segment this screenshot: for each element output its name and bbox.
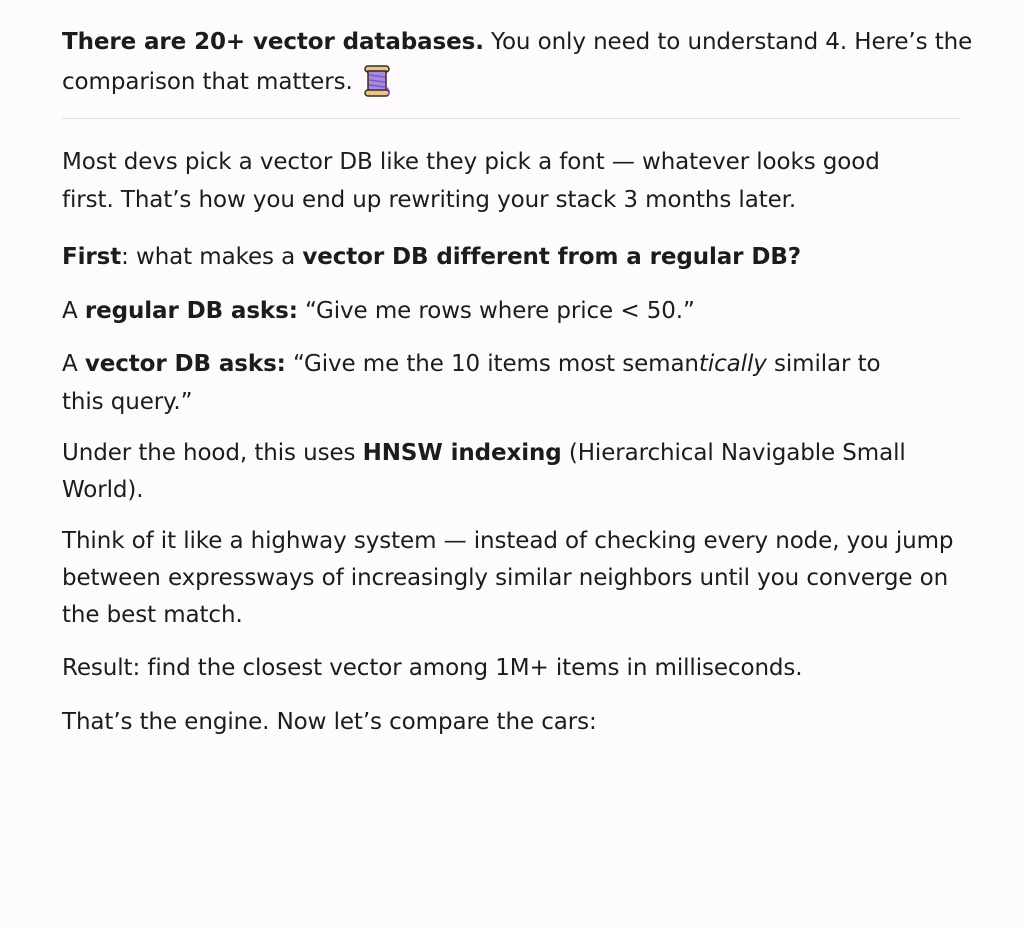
regular-lead: A <box>62 298 85 324</box>
vector-quote-start: “Give me the 10 items most seman <box>285 351 699 377</box>
vector-db-asks: vector DB asks: <box>84 351 286 377</box>
hnsw-indexing: HNSW indexing <box>362 440 562 466</box>
paragraph-hnsw <box>62 435 972 509</box>
paragraph-engine: That’s the engine. Now let’s compare the cars: <box>62 709 597 735</box>
first-mid-text: : what makes a <box>121 244 303 270</box>
thread-spool-icon <box>361 63 393 99</box>
divider <box>62 118 960 119</box>
first-label: First <box>62 244 122 270</box>
paragraph-highway: Think of it like a highway system — instead of checking every node, you jump between expressways of increasingly similar neighbors until you converge on the best match. <box>62 528 954 628</box>
hnsw-rest: (Hierarchical Navigable Small World). <box>62 440 906 503</box>
vector-quote-end: similar to this query.” <box>62 351 881 415</box>
paragraph-regular-db <box>62 291 976 331</box>
paragraph-vector-db <box>62 345 882 421</box>
intro-rest: You only need to understand 4. Here’s the comparison that matters. <box>62 29 973 95</box>
first-question-bold: vector DB different from a regular DB? <box>302 244 801 270</box>
vector-lead: A <box>62 351 85 377</box>
vector-italic: tically <box>698 351 767 377</box>
paragraph-first-question <box>62 237 976 277</box>
regular-db-asks: regular DB asks: <box>84 298 298 324</box>
intro-paragraph <box>62 22 976 102</box>
intro-bold-lead: There are 20+ vector databases. <box>62 29 484 55</box>
paragraph-result: Result: find the closest vector among 1M+ items in milliseconds. <box>62 655 803 681</box>
paragraph-devs-pick: Most devs pick a vector DB like they pick a font — whatever looks good first. That’s how you end up rewriting your stack 3 months later. <box>62 149 880 213</box>
regular-quote: “Give me rows where price < 50.” <box>297 298 695 324</box>
hnsw-lead: Under the hood, this uses <box>62 440 363 466</box>
